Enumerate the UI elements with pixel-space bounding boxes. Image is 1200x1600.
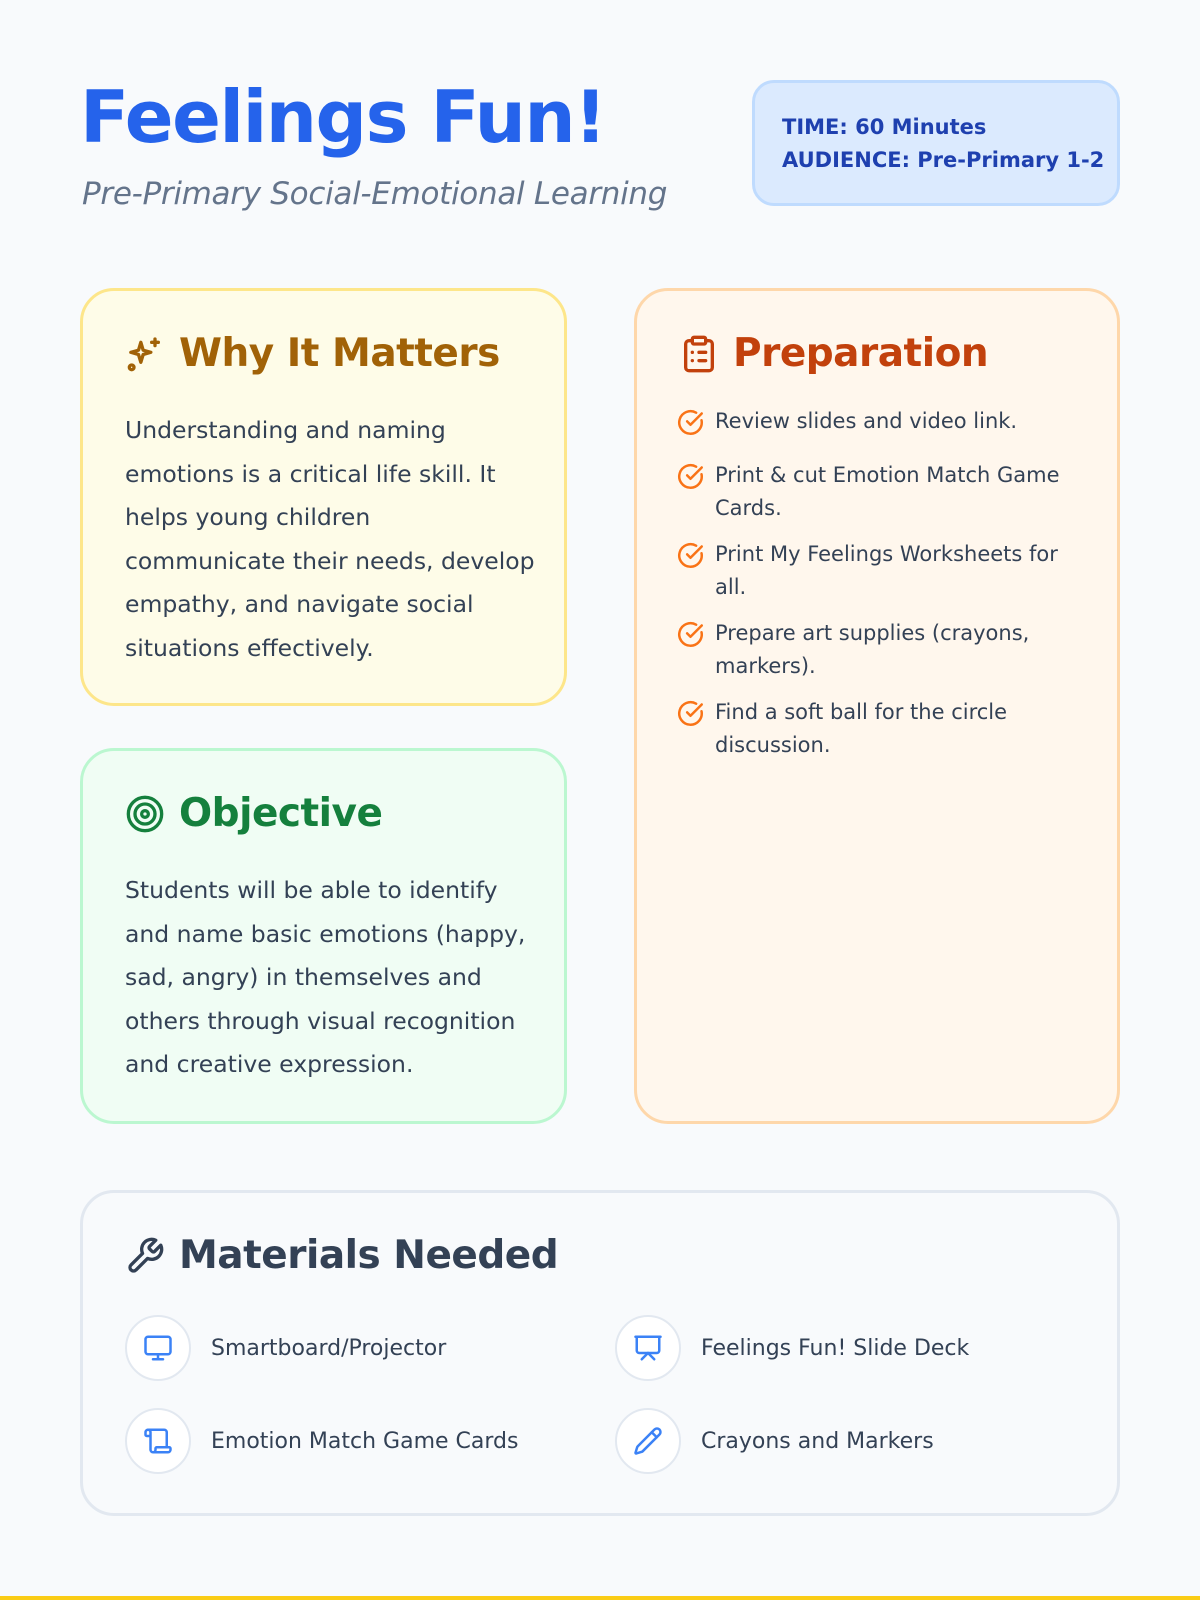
why-it-matters-card (80, 288, 567, 706)
material-label: Feelings Fun! Slide Deck (701, 1335, 970, 1361)
preparation-heading: Preparation (733, 331, 989, 376)
objective-header (125, 791, 382, 836)
preparation-item-text: Review slides and video link. (715, 409, 1018, 433)
check-circle-icon (677, 696, 705, 737)
material-item (125, 1315, 446, 1381)
why-it-matters-heading: Why It Matters (179, 331, 500, 376)
objective-card (80, 748, 567, 1124)
material-label: Smartboard/Projector (211, 1335, 447, 1361)
list-item (677, 405, 1087, 446)
page-subtitle: Pre-Primary Social-Emotional Learning (82, 176, 668, 212)
preparation-item-text: Print & cut Emotion Match Game Cards. (715, 463, 1060, 520)
preparation-card (634, 288, 1120, 1124)
materials-card (80, 1190, 1120, 1516)
preparation-item-text: Print My Feelings Worksheets for all. (715, 542, 1058, 599)
check-circle-icon (677, 538, 705, 579)
check-circle-icon (677, 617, 705, 658)
clipboard-icon (679, 334, 719, 374)
material-label: Emotion Match Game Cards (211, 1428, 519, 1454)
materials-grid (125, 1315, 1105, 1495)
materials-header (125, 1233, 558, 1278)
scroll-icon (125, 1408, 191, 1474)
page-title: Feelings Fun! (80, 75, 606, 159)
lesson-meta-box (752, 80, 1120, 206)
material-item (615, 1315, 969, 1381)
list-item (677, 617, 1087, 683)
list-item (677, 696, 1087, 762)
material-item (615, 1408, 934, 1474)
preparation-item-text: Prepare art supplies (crayons, markers). (715, 621, 1030, 678)
material-item (125, 1408, 518, 1474)
check-circle-icon (677, 459, 705, 500)
preparation-item-text: Find a soft ball for the circle discussion. (715, 700, 1008, 757)
list-item (677, 459, 1087, 525)
materials-heading: Materials Needed (179, 1233, 559, 1278)
sparkles-icon (125, 334, 165, 374)
time-label: TIME: 60 Minutes (782, 115, 987, 139)
presentation-icon (615, 1315, 681, 1381)
bottom-accent-bar (0, 1596, 1200, 1600)
check-circle-icon (677, 405, 705, 446)
list-item (677, 538, 1087, 604)
pencil-icon (615, 1408, 681, 1474)
why-it-matters-header (125, 331, 500, 376)
audience-label: AUDIENCE: Pre-Primary 1-2 (782, 148, 1105, 172)
material-label: Crayons and Markers (701, 1428, 934, 1454)
monitor-icon (125, 1315, 191, 1381)
objective-text: Students will be able to identify and name basic emotions (happy, sad, angry) in themselves and others through visual recognition and creative expression. (125, 876, 526, 1078)
preparation-header (679, 331, 988, 376)
wrench-icon (125, 1236, 165, 1276)
target-icon (125, 794, 165, 834)
preparation-list (677, 405, 1087, 775)
objective-heading: Objective (179, 791, 383, 836)
why-it-matters-text: Understanding and naming emotions is a critical life skill. It helps young children communicate their needs, develop empathy, and navigate social situations effectively. (125, 416, 535, 662)
